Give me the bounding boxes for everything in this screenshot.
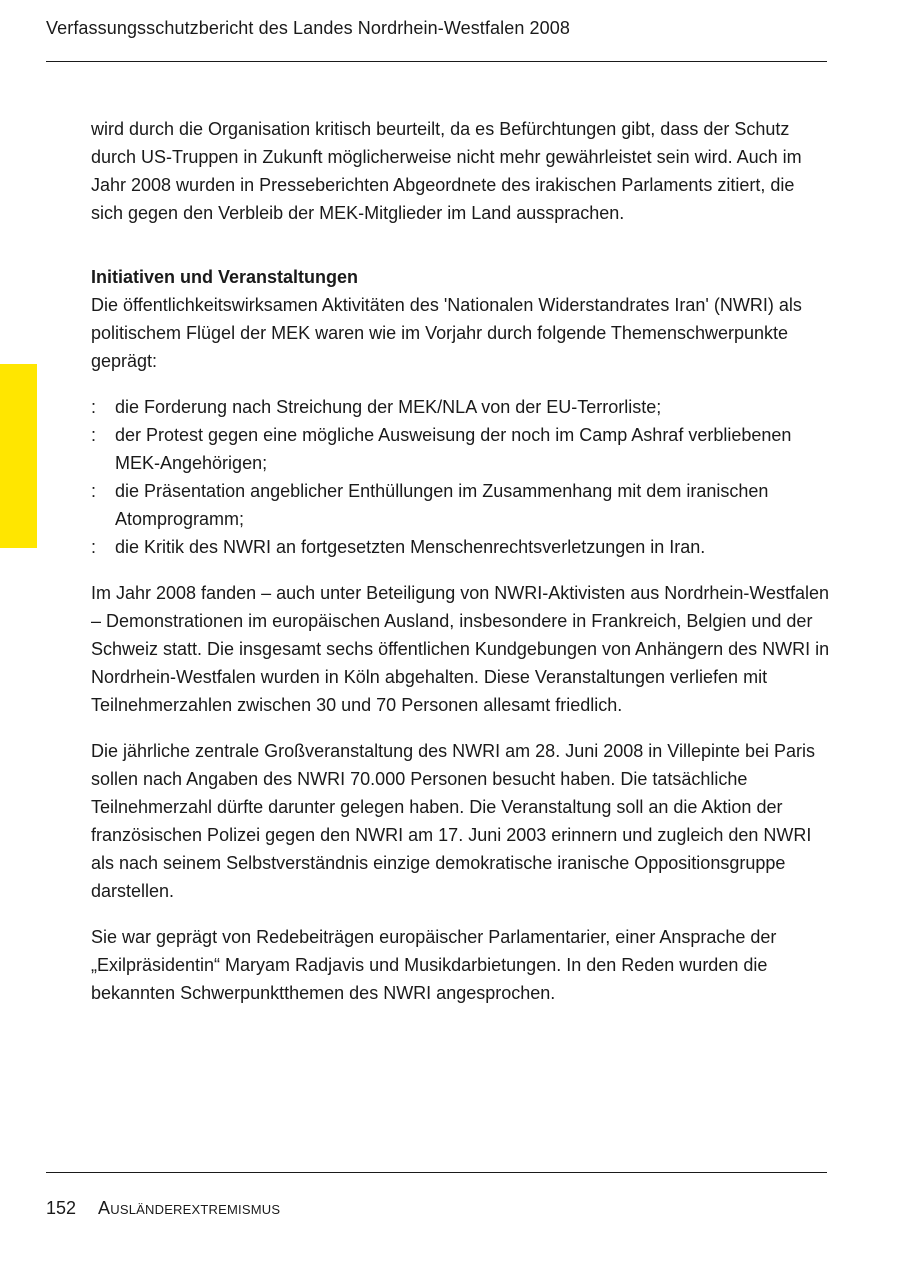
list-item-text: die Präsentation angeblicher Enthüllungen im Zusammenhang mit dem iranischen Atomprogramm; (115, 481, 769, 529)
page-number: 152 (46, 1198, 77, 1218)
body-paragraph: Im Jahr 2008 fanden – auch unter Beteiligung von NWRI-Aktivisten aus Nordrhein-Westfalen – Demonstrationen im europäischen Ausland, insbesondere in Frankreich, Belgien und der Schweiz statt. Die insgesamt sechs öffentlichen Kundgebungen von Anhängern des NWRI in Nordrhein-Westfalen wurden in Köln abgehalten. Diese Veranstaltungen verliefen mit Teilnehmerzahlen zwischen 30 und 70 Personen allesamt friedlich. (91, 583, 830, 715)
list-item-text: der Protest gegen eine mögliche Ausweisung der noch im Camp Ashraf verbliebenen MEK-Angehörigen; (115, 425, 792, 473)
list-item-text: die Forderung nach Streichung der MEK/NLA von der EU-Terrorliste; (115, 397, 662, 417)
body-paragraph: Die jährliche zentrale Großveranstaltung des NWRI am 28. Juni 2008 in Villepinte bei Paris sollen nach Angaben des NWRI 70.000 Personen besucht haben. Die tatsächliche Teilnehmerzahl dürfte darunter gelegen haben. Die Veranstaltung soll an die Aktion der französischen Polizei gegen den NWRI am 17. Juni 2003 erinnern und zugleich den NWRI als nach seinem Selbstverständnis einzige demokratische iranische Oppositionsgruppe darstellen. (91, 741, 816, 901)
lead-paragraph: Die öffentlichkeitswirksamen Aktivitäten des 'Nationalen Widerstandrates Iran' (NWRI) als politischem Flügel der MEK waren wie im Vorjahr durch folgende Themenschwerpunkte geprägt: (91, 295, 802, 371)
list-item (91, 393, 831, 421)
list-item (91, 421, 831, 477)
list-marker: : (91, 537, 97, 557)
header-rule (46, 61, 827, 62)
list-marker: : (91, 397, 97, 417)
main-text (91, 115, 831, 1007)
footer-section-name: Ausländerextremismus (98, 1198, 281, 1218)
list-marker: : (91, 481, 97, 501)
page-footer (46, 1198, 280, 1219)
section-heading: Initiativen und Veranstaltungen (91, 267, 359, 287)
footer-rule (46, 1172, 827, 1173)
chapter-side-tab (0, 364, 37, 548)
intro-paragraph: wird durch die Organisation kritisch beurteilt, da es Befürchtungen gibt, dass der Schutz durch US-Truppen in Zukunft möglicherweise nicht mehr gewährleistet sein wird. Auch im Jahr 2008 wurden in Presseberichten Abgeordnete des irakischen Parlaments zitiert, die sich gegen den Verbleib der MEK-Mitglieder im Land aussprachen. (91, 119, 802, 223)
running-header-title: Verfassungsschutzbericht des Landes Nordrhein-Westfalen 2008 (46, 18, 570, 38)
topic-list (91, 393, 831, 561)
list-item (91, 533, 831, 561)
list-item (91, 477, 831, 533)
body-paragraph: Sie war geprägt von Redebeiträgen europäischer Parlamentarier, einer Ansprache der „Exilpräsidentin“ Maryam Radjavis und Musikdarbietungen. In den Reden wurden die bekannten Schwerpunktthemen des NWRI angesprochen. (91, 927, 777, 1003)
list-marker: : (91, 425, 97, 445)
list-item-text: die Kritik des NWRI an fortgesetzten Menschenrechtsverletzungen in Iran. (115, 537, 706, 557)
